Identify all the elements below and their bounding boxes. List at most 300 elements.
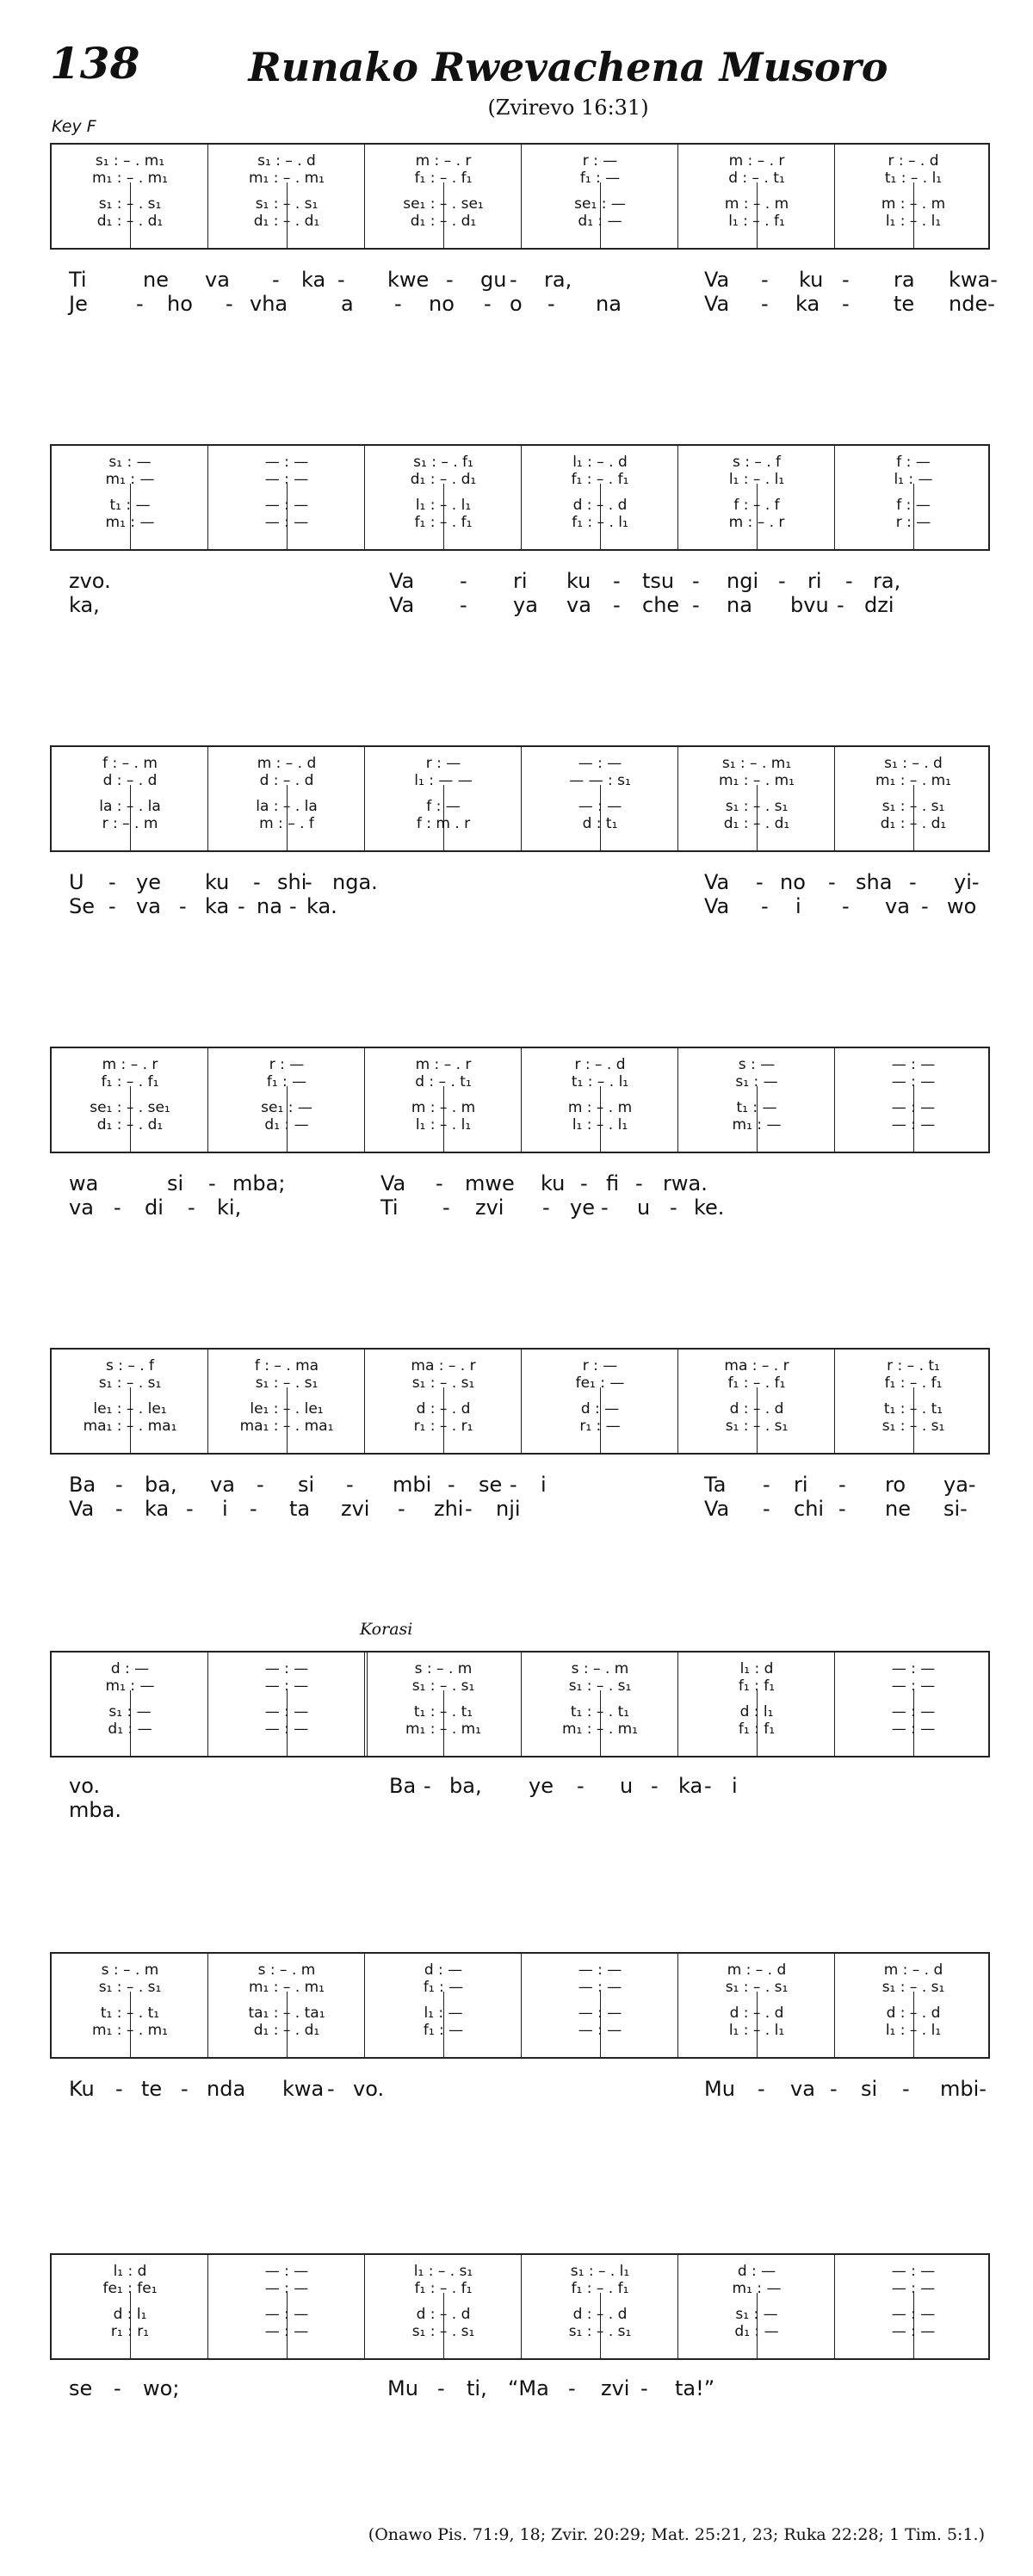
tenor-line: — : —: [264, 1703, 309, 1720]
tenor-line: t₁ : —: [109, 497, 151, 514]
soprano-line: s₁ : – . m₁: [721, 755, 792, 772]
lyric-syllable: nda: [207, 2077, 246, 2101]
tenor-line: d : – . d: [572, 2306, 628, 2323]
lyric-syllable: ka: [145, 1497, 170, 1521]
lyric-syllable: no: [780, 870, 806, 894]
lyric-syllable: zhi: [434, 1497, 464, 1521]
syllable-hyphen: -: [398, 1497, 405, 1521]
soprano-line: s : – . m: [101, 1961, 159, 1979]
soprano-line: m : – . r: [415, 152, 472, 170]
lyric-syllable: yi-: [954, 870, 980, 894]
tenor-line: s₁ : – . s₁: [881, 798, 945, 815]
bass-line: d₁ : – . d₁: [96, 1116, 164, 1134]
measure: [52, 446, 208, 549]
lyric-syllable: o: [510, 292, 523, 316]
soprano-line: ma : – . r: [411, 1357, 476, 1374]
measure: [52, 2255, 208, 2358]
lyric-syllable: si-: [943, 1497, 968, 1521]
lyric-syllable: ra: [894, 268, 915, 292]
lyric-syllable: ri: [794, 1473, 808, 1497]
syllable-hyphen: -: [692, 569, 700, 593]
lyric-syllable: Ti: [69, 268, 87, 292]
syllable-hyphen: -: [909, 870, 917, 894]
lyric-syllable: Mu: [387, 2376, 418, 2400]
soprano-line: m : – . d: [257, 755, 317, 772]
bass-line: d : t₁: [582, 815, 618, 832]
syllable-hyphen: -: [424, 1774, 431, 1798]
hymn-number: 138: [50, 38, 140, 89]
lyric-syllable: ya-: [943, 1473, 976, 1497]
tenor-line: d : – . d: [729, 2005, 784, 2022]
bass-line: d₁ : – . d₁: [253, 213, 320, 230]
alto-line: — : —: [578, 1979, 622, 1996]
bass-line: — : —: [578, 2022, 622, 2039]
lyric-syllable: zvi: [475, 1195, 504, 1220]
alto-line: d : – . t₁: [415, 1073, 472, 1090]
soprano-line: ma : – . r: [724, 1357, 789, 1374]
alto-line: d₁ : – . d₁: [410, 471, 477, 488]
tenor-line: d : – . d: [416, 1400, 471, 1418]
soprano-line: f : – . m: [102, 755, 158, 772]
lyric-syllable: mbi-: [940, 2077, 987, 2101]
bass-line: f₁ : —: [423, 2022, 464, 2039]
lyric-syllable: Va: [704, 870, 730, 894]
lyric-syllable: ne: [885, 1497, 911, 1521]
lyric-syllable: kwa-: [949, 268, 998, 292]
measure: [835, 2255, 992, 2358]
alto-line: d : – . d: [102, 772, 158, 789]
alto-line: d : – . t₁: [728, 170, 785, 187]
lyric-syllable: Va: [380, 1171, 406, 1195]
bass-line: d₁ : —: [264, 1116, 309, 1134]
syllable-hyphen: -: [838, 1473, 846, 1497]
alto-line: s₁ : – . s₁: [411, 1374, 475, 1392]
lyric-line-verse-2: [50, 2400, 990, 2425]
syllable-hyphen: -: [902, 2077, 910, 2101]
alto-line: f₁ : —: [423, 1979, 464, 1996]
soprano-line: s₁ : – . d: [257, 152, 316, 170]
bass-line: — : —: [891, 2323, 936, 2340]
tenor-line: d : l₁: [739, 1703, 774, 1720]
tenor-line: — : —: [891, 1099, 936, 1116]
bass-line: l₁ : – . f₁: [728, 213, 785, 230]
lyric-syllable: no: [429, 292, 455, 316]
soprano-line: r : – . d: [574, 1056, 626, 1073]
alto-line: — : —: [264, 2280, 309, 2297]
soprano-line: s : – . f: [105, 1357, 155, 1374]
lyric-syllable: ka: [301, 268, 326, 292]
syllable-hyphen: -: [484, 292, 492, 316]
soprano-line: s : – . f: [732, 454, 782, 471]
lyric-syllable: u: [620, 1774, 634, 1798]
measure: [835, 1048, 992, 1152]
lyric-syllable: nji: [496, 1497, 521, 1521]
lyric-syllable: va: [205, 268, 230, 292]
lyric-syllable: Va: [704, 268, 730, 292]
lyric-syllable: zvi: [601, 2376, 630, 2400]
tenor-line: m : – . m: [724, 195, 789, 213]
bass-line: f₁ : f₁: [738, 1720, 776, 1738]
measure: [678, 145, 835, 248]
lyric-syllable: ta!”: [675, 2376, 715, 2400]
lyric-syllable: a: [341, 292, 354, 316]
soprano-line: d : —: [110, 1660, 150, 1677]
syllable-hyphen: -: [842, 292, 850, 316]
chorus-label: Korasi: [360, 1620, 413, 1639]
lyric-syllable: ki,: [217, 1195, 242, 1220]
lyric-syllable: ka: [795, 292, 820, 316]
syllable-hyphen: -: [568, 2376, 576, 2400]
bass-line: r₁ : – . r₁: [413, 1418, 473, 1435]
lyric-syllable: ku: [541, 1171, 566, 1195]
measure: [835, 446, 992, 549]
lyric-syllable: zvo.: [69, 569, 111, 593]
soprano-line: s : – . m: [571, 1660, 629, 1677]
syllable-hyphen: -: [238, 894, 245, 918]
bass-line: d₁ : – . d₁: [253, 2022, 320, 2039]
lyric-syllable: rwa.: [663, 1171, 708, 1195]
lyric-syllable: Va: [389, 569, 415, 593]
alto-line: f₁ : – . f₁: [414, 2280, 473, 2297]
lyric-line-verse-2: [50, 1496, 990, 1522]
alto-line: m₁ : – . m₁: [875, 772, 951, 789]
bass-line: — : —: [264, 514, 309, 531]
measure: [678, 446, 835, 549]
soprano-line: l₁ : d: [739, 1660, 774, 1677]
syllable-hyphen: -: [763, 1473, 770, 1497]
tenor-line: — : —: [891, 1703, 936, 1720]
measure: [522, 747, 678, 850]
measure: [365, 1350, 522, 1453]
bass-line: ma₁ : – . ma₁: [83, 1418, 177, 1435]
measure: [365, 446, 522, 549]
syllable-hyphen: -: [601, 1195, 609, 1220]
tenor-line: — : —: [578, 2005, 622, 2022]
soprano-line: l₁ : – . s₁: [413, 2263, 473, 2280]
measure: [835, 145, 992, 248]
lyric-syllable: ke.: [694, 1195, 725, 1220]
lyric-line-verse-1: [50, 568, 990, 594]
measure: [678, 2255, 835, 2358]
music-system: [50, 1047, 990, 1153]
syllable-hyphen: -: [838, 1497, 846, 1521]
tenor-line: s₁ : —: [108, 1703, 152, 1720]
syllable-hyphen: -: [921, 894, 929, 918]
alto-line: — : —: [891, 2280, 936, 2297]
lyric-syllable: vo.: [69, 1774, 101, 1798]
lyric-syllable: va: [566, 593, 591, 617]
soprano-line: s₁ : – . l₁: [570, 2263, 630, 2280]
syllable-hyphen: -: [188, 1195, 195, 1220]
footer-reference: (Onawo Pis. 71:9, 18; Zvir. 20:29; Mat. 25:21, 23; Ruka 22:28; 1 Tim. 5:1.): [368, 2525, 985, 2544]
lyric-line-verse-1: [50, 869, 990, 895]
lyric-syllable: Va: [704, 292, 730, 316]
lyric-syllable: si: [167, 1171, 184, 1195]
syllable-hyphen: -: [758, 2077, 765, 2101]
tenor-line: la : – . la: [99, 798, 161, 815]
lyric-line-verse-1: [50, 2375, 990, 2401]
syllable-hyphen: -: [640, 2376, 648, 2400]
soprano-line: — : —: [264, 454, 309, 471]
bass-line: d₁ : —: [734, 2323, 779, 2340]
lyric-line-verse-1: [50, 267, 998, 293]
bass-line: m₁ : —: [105, 514, 155, 531]
tenor-line: — : —: [264, 497, 309, 514]
tenor-line: f : —: [426, 798, 461, 815]
lyric-syllable: shi: [277, 870, 307, 894]
bass-line: m₁ : —: [732, 1116, 782, 1134]
music-system: [50, 444, 990, 551]
lyric-syllable: mba.: [69, 1798, 121, 1822]
lyric-syllable: di: [145, 1195, 164, 1220]
measure: [52, 1048, 208, 1152]
alto-line: m₁ : —: [105, 471, 155, 488]
tenor-line: se₁ : – . se₁: [403, 195, 484, 213]
lyric-syllable: Ta: [704, 1473, 727, 1497]
soprano-line: s₁ : – . d: [884, 755, 943, 772]
lyric-syllable: na: [257, 894, 282, 918]
bass-line: d₁ : – . d₁: [880, 815, 947, 832]
alto-line: fe₁ : fe₁: [102, 2280, 158, 2297]
alto-line: m₁ : —: [105, 1677, 155, 1695]
measure: [522, 446, 678, 549]
lyric-syllable: ku: [205, 870, 230, 894]
soprano-line: m : – . r: [102, 1056, 158, 1073]
measure: [678, 747, 835, 850]
syllable-hyphen: -: [446, 268, 454, 292]
lyric-syllable: ye: [136, 870, 161, 894]
bass-line: — : —: [264, 2323, 309, 2340]
lyric-syllable: i: [541, 1473, 547, 1497]
bass-line: m₁ : – . m₁: [92, 2022, 168, 2039]
alto-line: m₁ : – . m₁: [719, 772, 795, 789]
lyric-syllable: wa: [69, 1171, 99, 1195]
syllable-hyphen: -: [756, 870, 764, 894]
lyrics-block: [50, 869, 990, 921]
lyric-line-verse-1: [50, 2076, 990, 2102]
tenor-line: se₁ : – . se₁: [90, 1099, 170, 1116]
soprano-line: s₁ : – . m₁: [95, 152, 165, 170]
syllable-hyphen: -: [670, 1195, 677, 1220]
syllable-hyphen: -: [761, 894, 769, 918]
syllable-hyphen: -: [510, 1473, 517, 1497]
soprano-line: r : – . t₁: [887, 1357, 940, 1374]
syllable-hyphen: -: [179, 894, 187, 918]
lyric-syllable: ra,: [873, 569, 901, 593]
measure: [52, 1954, 208, 2057]
syllable-hyphen: -: [442, 1195, 450, 1220]
soprano-line: d : —: [424, 1961, 463, 1979]
measure: [208, 747, 365, 850]
syllable-hyphen: -: [257, 1473, 264, 1497]
soprano-line: l₁ : – . d: [572, 454, 628, 471]
tenor-line: ta₁ : – . ta₁: [248, 2005, 325, 2022]
tenor-line: m : – . m: [881, 195, 946, 213]
measure: [678, 1954, 835, 2057]
tenor-line: t₁ : – . t₁: [883, 1400, 943, 1418]
measure: [522, 1048, 678, 1152]
lyric-syllable: nde-: [949, 292, 995, 316]
lyric-syllable: se: [69, 2376, 93, 2400]
lyric-syllable: nga.: [332, 870, 378, 894]
lyric-syllable: ka: [678, 1774, 703, 1798]
lyrics-block: [50, 2076, 990, 2128]
soprano-line: r : —: [582, 1357, 618, 1374]
tenor-line: la : – . la: [256, 798, 318, 815]
bass-line: f : m . r: [416, 815, 471, 832]
syllable-hyphen: -: [208, 1171, 216, 1195]
lyric-line-verse-2: [50, 2100, 990, 2126]
tenor-line: s₁ : —: [735, 2306, 778, 2323]
tenor-line: f : —: [896, 497, 931, 514]
tenor-line: le₁ : – . le₁: [93, 1400, 167, 1418]
alto-line: f₁ : – . f₁: [571, 471, 629, 488]
soprano-line: r : —: [425, 755, 461, 772]
alto-line: l₁ : – . l₁: [728, 471, 785, 488]
syllable-hyphen: -: [460, 569, 467, 593]
syllable-hyphen: -: [704, 1774, 712, 1798]
lyrics-block: [50, 1773, 990, 1825]
alto-line: m₁ : – . m₁: [92, 170, 168, 187]
bass-line: m₁ : – . m₁: [405, 1720, 481, 1738]
music-system: [50, 1651, 990, 1757]
lyric-syllable: mbi: [393, 1473, 432, 1497]
bass-line: m : – . r: [728, 514, 785, 531]
syllable-hyphen: -: [613, 593, 621, 617]
syllable-hyphen: -: [250, 1497, 257, 1521]
measure: [522, 2255, 678, 2358]
lyric-syllable: ri: [807, 569, 822, 593]
tenor-line: d : l₁: [113, 2306, 147, 2323]
soprano-line: m : – . r: [415, 1056, 472, 1073]
lyric-syllable: va: [885, 894, 910, 918]
bass-line: f₁ : – . l₁: [572, 514, 628, 531]
soprano-line: s : – . m: [414, 1660, 473, 1677]
lyric-syllable: va: [210, 1473, 235, 1497]
hymn-title: Runako Rwevachena Musoro: [248, 44, 888, 90]
lyric-syllable: i: [795, 894, 801, 918]
lyric-syllable: kwe: [387, 268, 430, 292]
syllable-hyphen: -: [186, 1497, 194, 1521]
alto-line: m₁ : —: [732, 2280, 782, 2297]
lyric-syllable: che: [642, 593, 680, 617]
lyrics-block: [50, 2375, 990, 2427]
soprano-line: — : —: [891, 1056, 936, 1073]
alto-line: m₁ : – . m₁: [249, 1979, 325, 1996]
syllable-hyphen: -: [115, 1473, 123, 1497]
lyric-syllable: ra,: [544, 268, 572, 292]
lyric-syllable: ye: [529, 1774, 554, 1798]
lyrics-block: [50, 1472, 990, 1523]
tenor-line: m : – . m: [411, 1099, 476, 1116]
lyric-line-verse-2: [50, 893, 990, 919]
lyric-syllable: Ku: [69, 2077, 95, 2101]
lyric-syllable: mba;: [232, 1171, 286, 1195]
bass-line: d₁ : – . d₁: [723, 815, 790, 832]
alto-line: f₁ : – . f₁: [727, 1374, 786, 1392]
music-system: [50, 2253, 990, 2360]
measure: [835, 1652, 992, 1756]
measure: [365, 747, 522, 850]
alto-line: f₁ : – . f₁: [884, 1374, 943, 1392]
tenor-line: se₁ : —: [574, 195, 626, 213]
lyric-line-verse-2: [50, 592, 990, 618]
syllable-hyphen: -: [114, 2376, 121, 2400]
bass-line: d₁ : —: [108, 1720, 152, 1738]
syllable-hyphen: -: [547, 292, 555, 316]
soprano-line: — : —: [578, 755, 622, 772]
lyric-syllable: ro: [885, 1473, 906, 1497]
lyric-syllable: ngi: [727, 569, 759, 593]
alto-line: l₁ : — —: [414, 772, 473, 789]
measure: [208, 145, 365, 248]
lyric-syllable: dzi: [864, 593, 894, 617]
alto-line: d : – . d: [259, 772, 314, 789]
lyric-syllable: na: [596, 292, 622, 316]
soprano-line: r : – . d: [888, 152, 939, 170]
lyric-line-verse-1: [50, 1472, 990, 1498]
alto-line: s₁ : – . s₁: [411, 1677, 475, 1695]
lyric-syllable: “Ma: [508, 2376, 549, 2400]
lyric-syllable: ba,: [145, 1473, 177, 1497]
tenor-line: l₁ : – . l₁: [415, 497, 472, 514]
soprano-line: f : —: [896, 454, 931, 471]
tenor-line: t₁ : – . t₁: [100, 2005, 160, 2022]
lyric-line-verse-2: [50, 1195, 990, 1220]
soprano-line: f : – . ma: [254, 1357, 319, 1374]
lyric-syllable: chi: [794, 1497, 825, 1521]
measure: [208, 2255, 365, 2358]
tenor-line: se₁ : —: [261, 1099, 312, 1116]
bass-line: ma₁ : – . ma₁: [239, 1418, 334, 1435]
soprano-line: — : —: [891, 1660, 936, 1677]
syllable-hyphen: -: [108, 870, 116, 894]
soprano-line: m : – . r: [728, 152, 785, 170]
measure: [522, 1350, 678, 1453]
syllable-hyphen: -: [327, 2077, 335, 2101]
lyric-syllable: wo;: [143, 2376, 180, 2400]
bass-line: d₁ : – . d₁: [96, 213, 164, 230]
soprano-line: s : —: [738, 1056, 776, 1073]
lyrics-block: [50, 568, 990, 620]
measure: [52, 1652, 208, 1756]
syllable-hyphen: -: [635, 1171, 643, 1195]
syllable-hyphen: -: [114, 1195, 121, 1220]
lyric-line-verse-2: [50, 1797, 990, 1823]
lyric-syllable: ho: [167, 292, 193, 316]
lyric-syllable: si: [861, 2077, 878, 2101]
syllable-hyphen: -: [115, 1497, 123, 1521]
measure: [365, 2255, 522, 2358]
alto-line: t₁ : – . l₁: [884, 170, 943, 187]
tenor-line: s₁ : – . s₁: [98, 195, 162, 213]
syllable-hyphen: -: [437, 2376, 445, 2400]
music-system: [50, 143, 990, 250]
alto-line: s₁ : – . s₁: [98, 1374, 162, 1392]
lyric-syllable: na: [727, 593, 752, 617]
soprano-line: r : —: [582, 152, 618, 170]
lyric-syllable: te: [141, 2077, 163, 2101]
lyric-syllable: Va: [69, 1497, 95, 1521]
measure: [208, 1350, 365, 1453]
alto-line: s₁ : – . s₁: [98, 1979, 162, 1996]
tenor-line: — : —: [891, 2306, 936, 2323]
syllable-hyphen: -: [346, 1473, 354, 1497]
soprano-line: — : —: [264, 2263, 309, 2280]
syllable-hyphen: -: [136, 292, 144, 316]
syllable-hyphen: -: [394, 292, 402, 316]
lyric-syllable: Va: [389, 593, 415, 617]
